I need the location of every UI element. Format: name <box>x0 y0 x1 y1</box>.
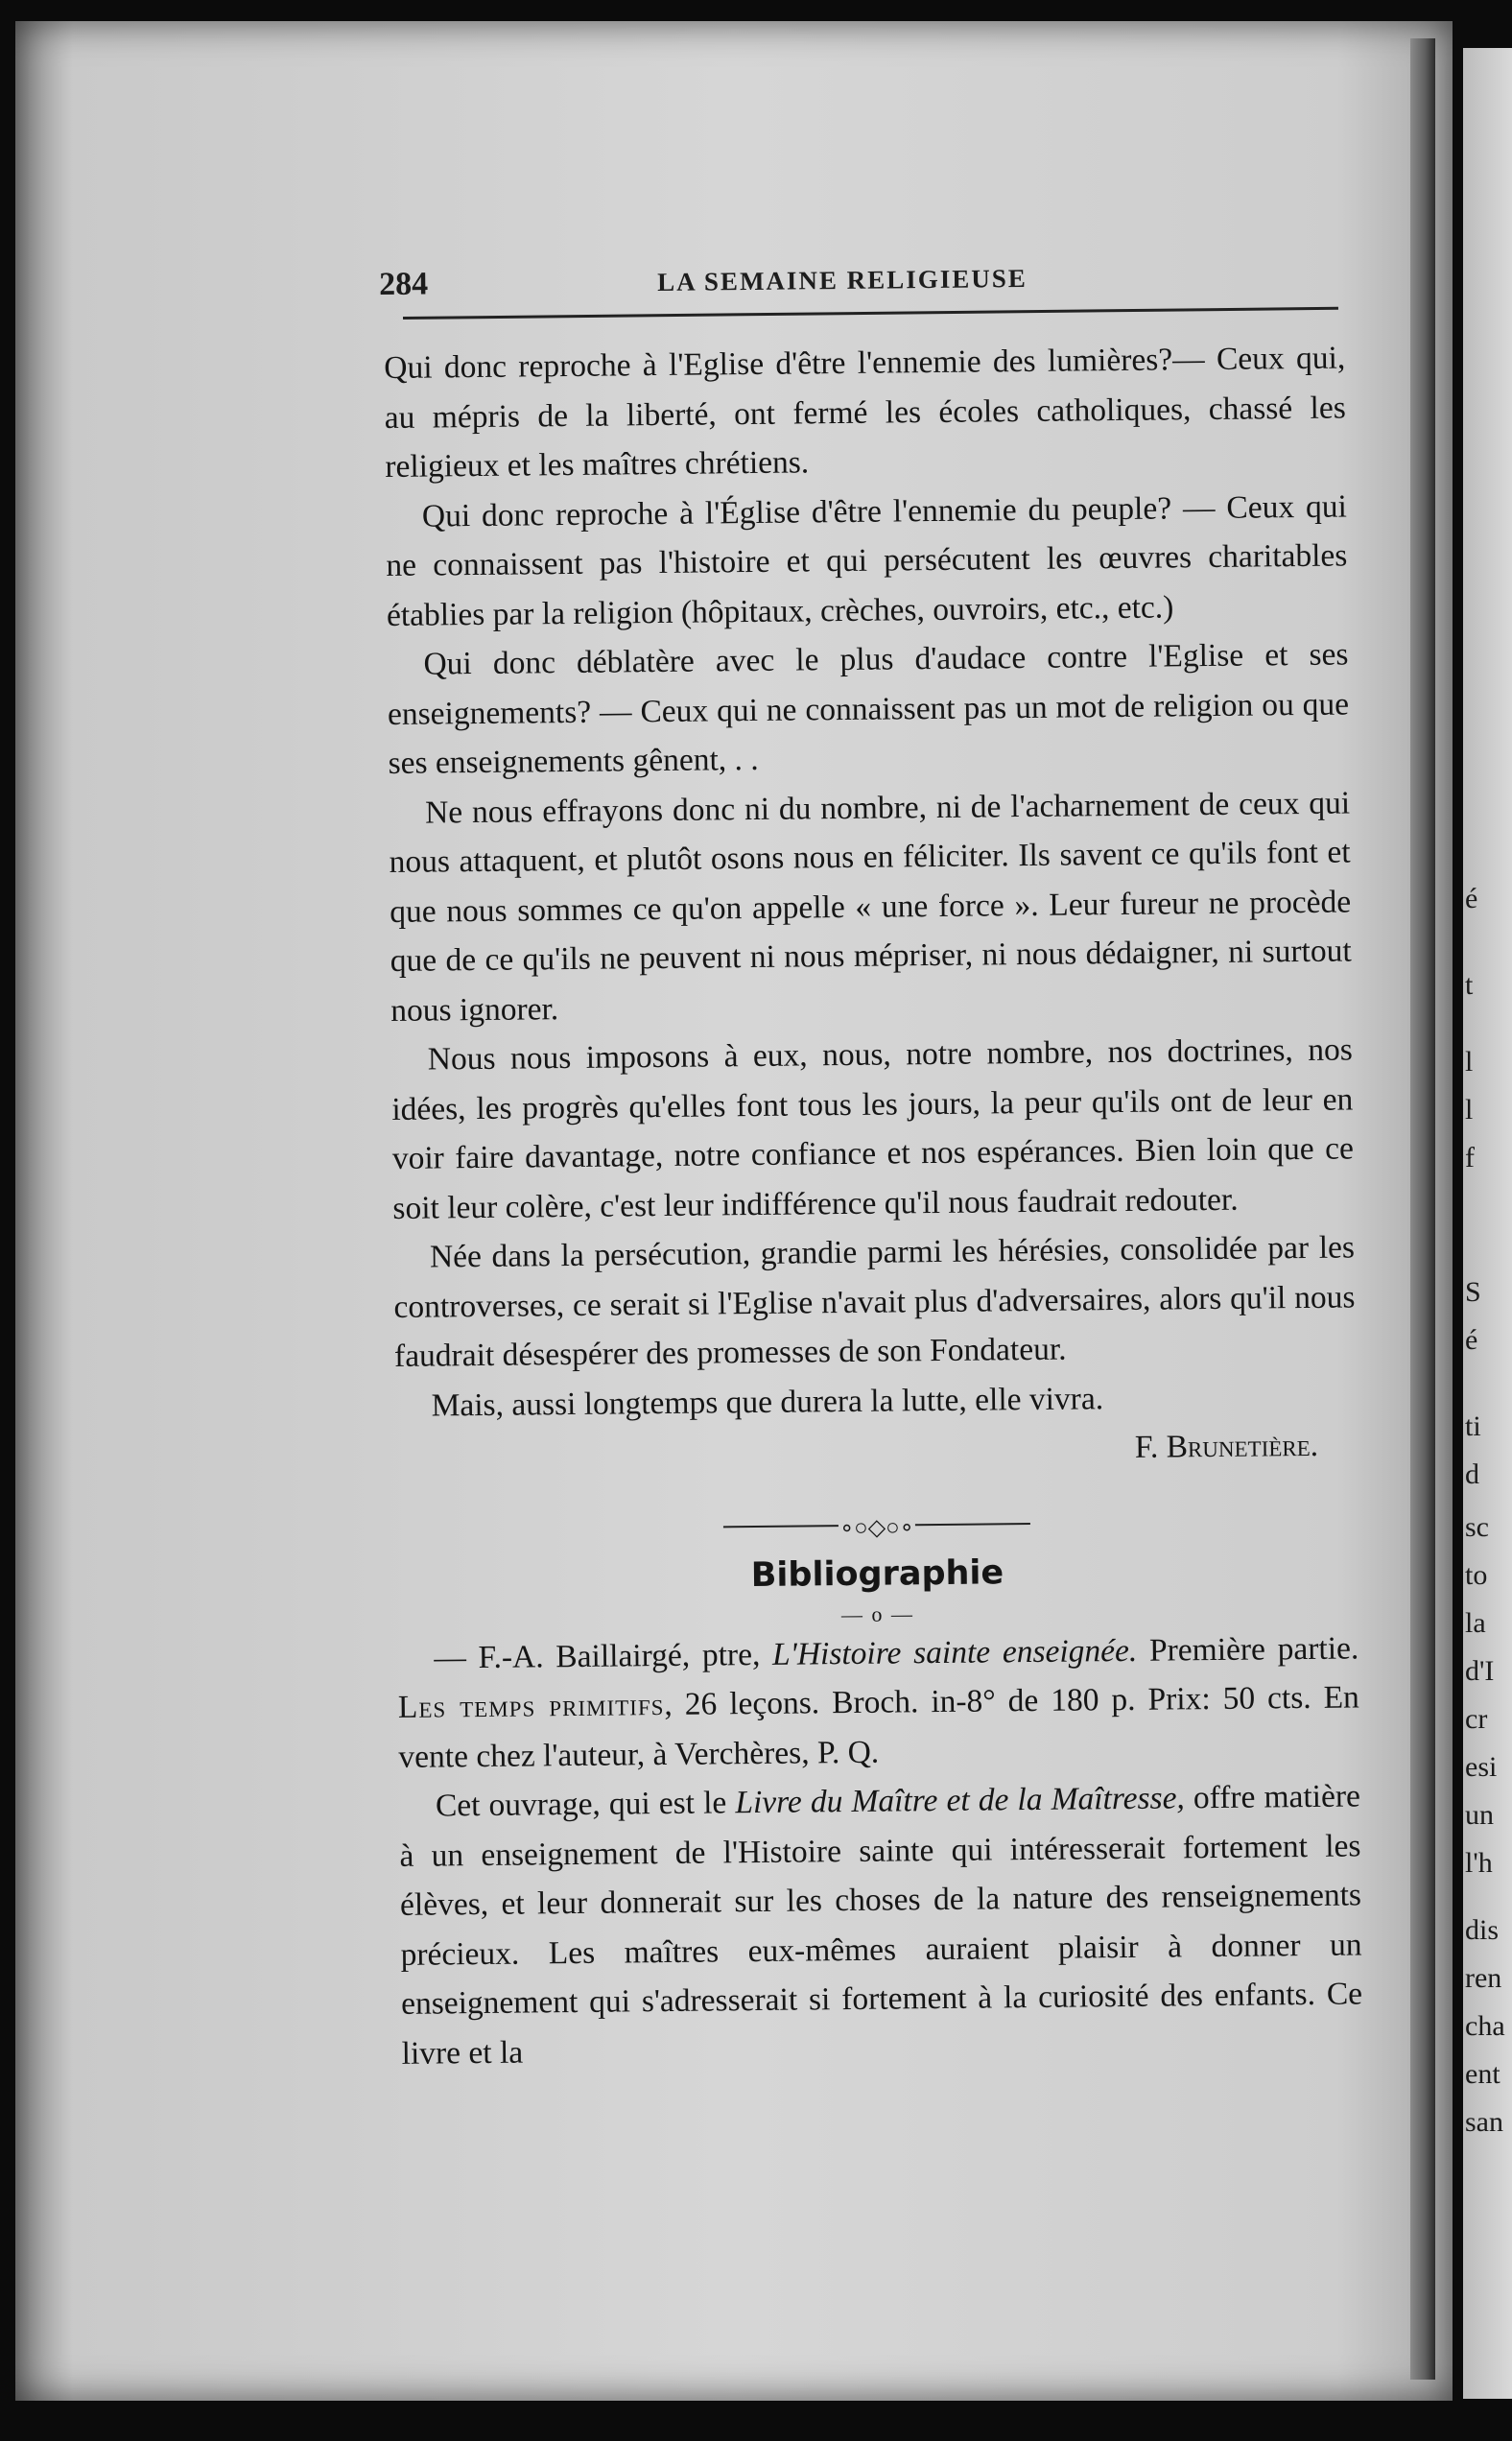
bibliography-review <box>399 1771 1363 2077</box>
entry-part: Première partie. <box>1137 1629 1359 1669</box>
facing-page-fragment: l <box>1465 1046 1474 1078</box>
facing-page-fragment: san <box>1465 2106 1503 2138</box>
facing-page-fragment: cr <box>1465 1703 1488 1735</box>
facing-page-fragment: l'h <box>1465 1847 1493 1879</box>
divider-ornament: ∘○◇○∘ <box>839 1514 914 1541</box>
facing-page-fragment: l <box>1465 1094 1474 1126</box>
facing-page-fragment: cha <box>1465 2010 1505 2042</box>
facing-page-fragment: f <box>1465 1142 1475 1173</box>
section-divider <box>723 1512 1030 1541</box>
facing-page-fragment: esi <box>1465 1751 1498 1783</box>
facing-page-fragment: d'I <box>1465 1655 1495 1687</box>
page-gutter-shadow <box>1410 38 1435 2380</box>
review-italic: Livre du Maître et de la Maîtresse, <box>735 1780 1186 1821</box>
bibliography-entry <box>397 1623 1360 1782</box>
paragraph: Mais, aussi longtemps que durera la lutte, elle vivra. <box>431 1380 1104 1424</box>
paragraph: Nous nous imposons à eux, nous, notre nombre, nos doctrines, nos idées, les progrès qu'elles font tous les jours, la peur qu'ils ont de leur en voir faire davantage, notre confiance et nos espérances. Bien loin que ce soit leur colère, c'est leur indifférence qu'il nous faudrait redouter. <box>391 1031 1355 1226</box>
paragraph: Ne nous effrayons donc ni du nombre, ni de l'acharnement de ceux qui nous attaquent, et plutôt osons nous en féliciter. Ils savent ce qu'ils font et que nous sommes ce qu'on appelle « une force ». Leur fureur ne procède que de ce qu'ils ne peuvent ni nous mépriser, ni nous dédaigner, ni surtout nous ignorer. <box>389 784 1352 1029</box>
facing-page-fragment: dis <box>1465 1914 1500 1946</box>
facing-page-fragment: ren <box>1465 1962 1502 1994</box>
facing-page-fragment: é <box>1465 1324 1478 1356</box>
facing-page-fragment: d <box>1465 1458 1479 1490</box>
entry-title: L'Histoire sainte enseignée. <box>771 1632 1138 1672</box>
facing-page-fragment: t <box>1465 969 1474 1001</box>
author-signature: F. Brunetière. <box>1134 1427 1319 1465</box>
paragraph: Qui donc reproche à l'Eglise d'être l'ennemie des lumières?— Ceux qui, au mépris de la liberté, ont fermé les écoles catholiques, chassé les religieux et les maîtres chrétiens. <box>384 340 1346 485</box>
small-divider: — o — <box>840 1600 915 1626</box>
article-body <box>384 334 1363 2078</box>
paragraph: Qui donc déblatère avec le plus d'audace contre l'Eglise et ses enseignements? — Ceux qui ne connaissent pas un mot de religion ou que ses enseignements gênent, . . <box>387 636 1350 781</box>
facing-page-fragment: to <box>1465 1559 1488 1591</box>
divider-line <box>723 1525 839 1528</box>
paragraph: Qui donc reproche à l'Église d'être l'ennemie du peuple? — Ceux qui ne connaissent pas l'histoire et qui persécutent les œuvres charitables établies par la religion (hôpitaux, crèches, ouvroirs, etc., etc.) <box>386 487 1348 633</box>
review-text: offre matière à un enseignement de l'Histoire sainte qui intéresserait fortement les élèves, et leur donnerait sur les choses de la nature des renseignements précieux. Les maîtres eux-mêmes auraient plaisir à donner un enseignement qui s'adresserait si fortement à la curiosité des enfants. Ce livre et la <box>399 1778 1363 2072</box>
facing-page-fragment: sc <box>1465 1511 1489 1543</box>
facing-page-fragment: ent <box>1465 2058 1500 2090</box>
divider-line <box>915 1523 1030 1526</box>
page-number: 284 <box>379 266 429 302</box>
facing-page-fragment: ti <box>1465 1410 1481 1442</box>
entry-details: , 26 leçons. Broch. in-8° de 180 p. Prix: 50 cts. En vente chez l'auteur, à Verchères, P. Q. <box>398 1679 1360 1775</box>
facing-page-fragment: S <box>1465 1276 1481 1308</box>
facing-page-fragment: la <box>1465 1607 1486 1639</box>
entry-author: — F.-A. Baillairgé, ptre, <box>434 1636 773 1676</box>
paragraph: Née dans la persécution, grandie parmi les hérésies, consolidée par les controverses, ce serait si l'Eglise n'avait plus d'adversaires, alors qu'il nous faudrait désespérer des promesses de son Fondateur. <box>393 1229 1356 1374</box>
section-title: Bibliographie <box>750 1552 1004 1595</box>
running-title: LA SEMAINE RELIGIEUSE <box>657 263 1028 296</box>
facing-page-fragment: un <box>1465 1799 1494 1831</box>
facing-page-fragment: é <box>1465 883 1478 914</box>
review-intro: Cet ouvrage, qui est le <box>435 1785 736 1824</box>
entry-series: Les temps primitifs <box>397 1687 665 1725</box>
page-header <box>379 257 1338 315</box>
facing-page-edge <box>1463 48 1512 2399</box>
